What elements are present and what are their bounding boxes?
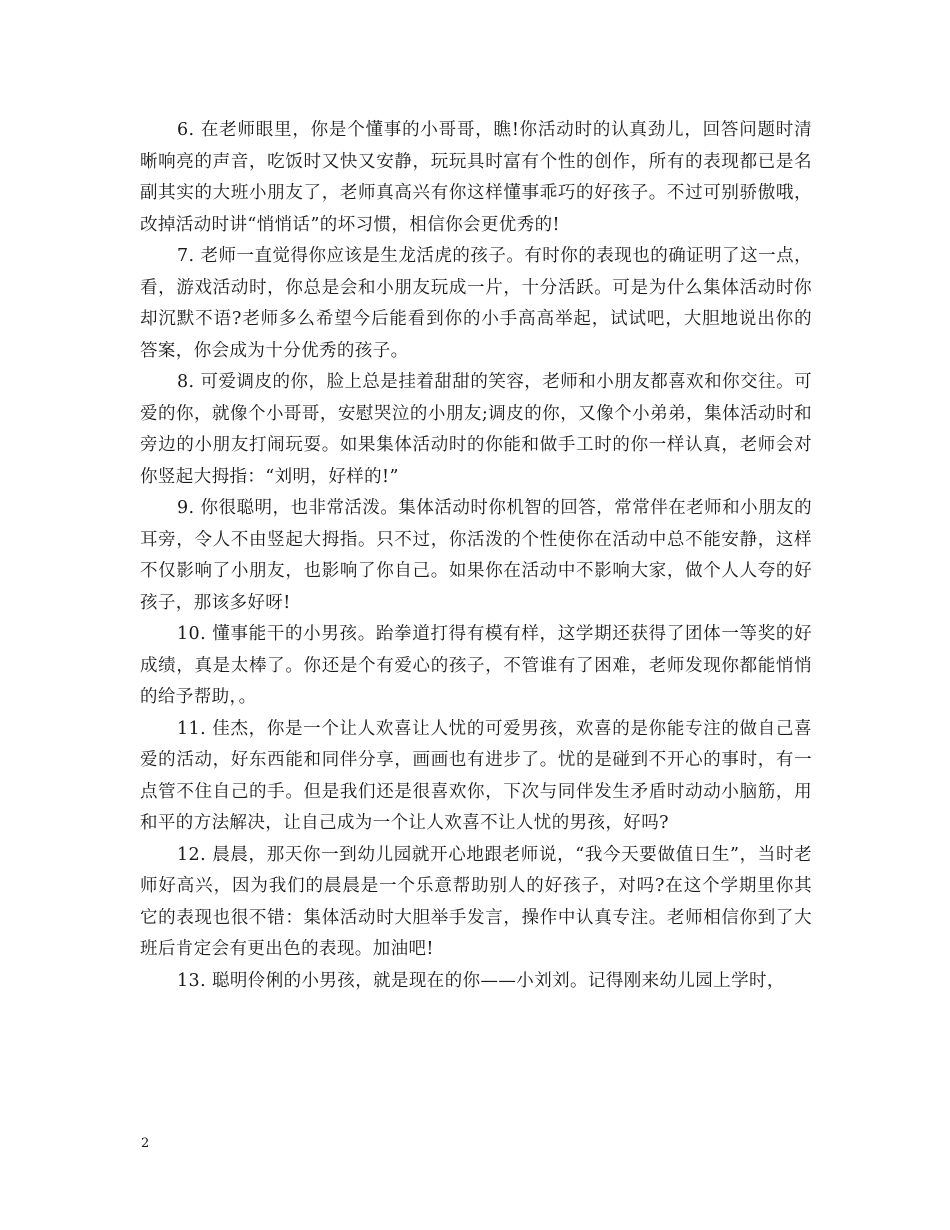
paragraph-9: 9. 你很聪明，也非常活泼。集体活动时你机智的回答，常常伴在老师和小朋友的耳旁，令人不由竖起大拇指。只不过，你活泼的个性使你在活动中总不能安静，这样不仅影响了小朋友，也影响了你自己。如果你在活动中不影响大家，做个人人夸的好孩子，那该多好呀! bbox=[140, 498, 812, 613]
paragraph-10: 10. 懂事能干的小男孩。跆拳道打得有模有样，这学期还获得了团体一等奖的好成绩，真是太棒了。你还是个有爱心的孩子，不管谁有了困难，老师发现你都能悄悄的给予帮助，。 bbox=[140, 624, 812, 707]
paragraph-6: 6. 在老师眼里，你是个懂事的小哥哥，瞧!你活动时的认真劲儿，回答问题时清晰响亮的声音，吃饭时又快又安静，玩玩具时富有个性的创作，所有的表现都已是名副其实的大班小朋友了，老师真高兴有你这样懂事乖巧的好孩子。不过可别骄傲哦，改掉活动时讲“悄悄话”的坏习惯，相信你会更优秀的! bbox=[140, 120, 812, 235]
paragraph-11: 11. 佳杰，你是一个让人欢喜让人忧的可爱男孩，欢喜的是你能专注的做自己喜爱的活动，好东西能和同伴分享，画画也有进步了。忧的是碰到不开心的事时，有一点管不住自己的手。但是我们还是很喜欢你，下次与同伴发生矛盾时动动小脑筋，用和平的方法解决，让自己成为一个让人欢喜不让人忧的男孩，好吗? bbox=[140, 718, 812, 833]
paragraph-13: 13. 聪明伶俐的小男孩，就是现在的你——小刘刘。记得刚来幼儿园上学时， bbox=[177, 970, 785, 991]
paragraph-8: 8. 可爱调皮的你，脸上总是挂着甜甜的笑容，老师和小朋友都喜欢和你交往。可爱的你，就像个小哥哥，安慰哭泣的小朋友;调皮的你，又像个小弟弟，集体活动时和旁边的小朋友打闹玩耍。如果集体活动时的你能和做手工时的你一样认真，老师会对你竖起大拇指：“刘明，好样的!” bbox=[140, 372, 812, 487]
paragraph-7: 7. 老师一直觉得你应该是生龙活虎的孩子。有时你的表现也的确证明了这一点，看，游戏活动时，你总是会和小朋友玩成一片，十分活跃。可是为什么集体活动时你却沉默不语?老师多么希望今后能看到你的小手高高举起，试试吧，大胆地说出你的答案，你会成为十分优秀的孩子。 bbox=[140, 246, 812, 361]
document-body bbox=[140, 115, 812, 997]
paragraph-12: 12. 晨晨，那天你一到幼儿园就开心地跟老师说，“我今天要做值日生”，当时老师好高兴，因为我们的晨晨是一个乐意帮助别人的好孩子，对吗?在这个学期里你其它的表现也很不错：集体活动时大胆举手发言，操作中认真专注。老师相信你到了大班后肯定会有更出色的表现。加油吧! bbox=[140, 844, 812, 959]
page-number: 2 bbox=[141, 1136, 150, 1151]
